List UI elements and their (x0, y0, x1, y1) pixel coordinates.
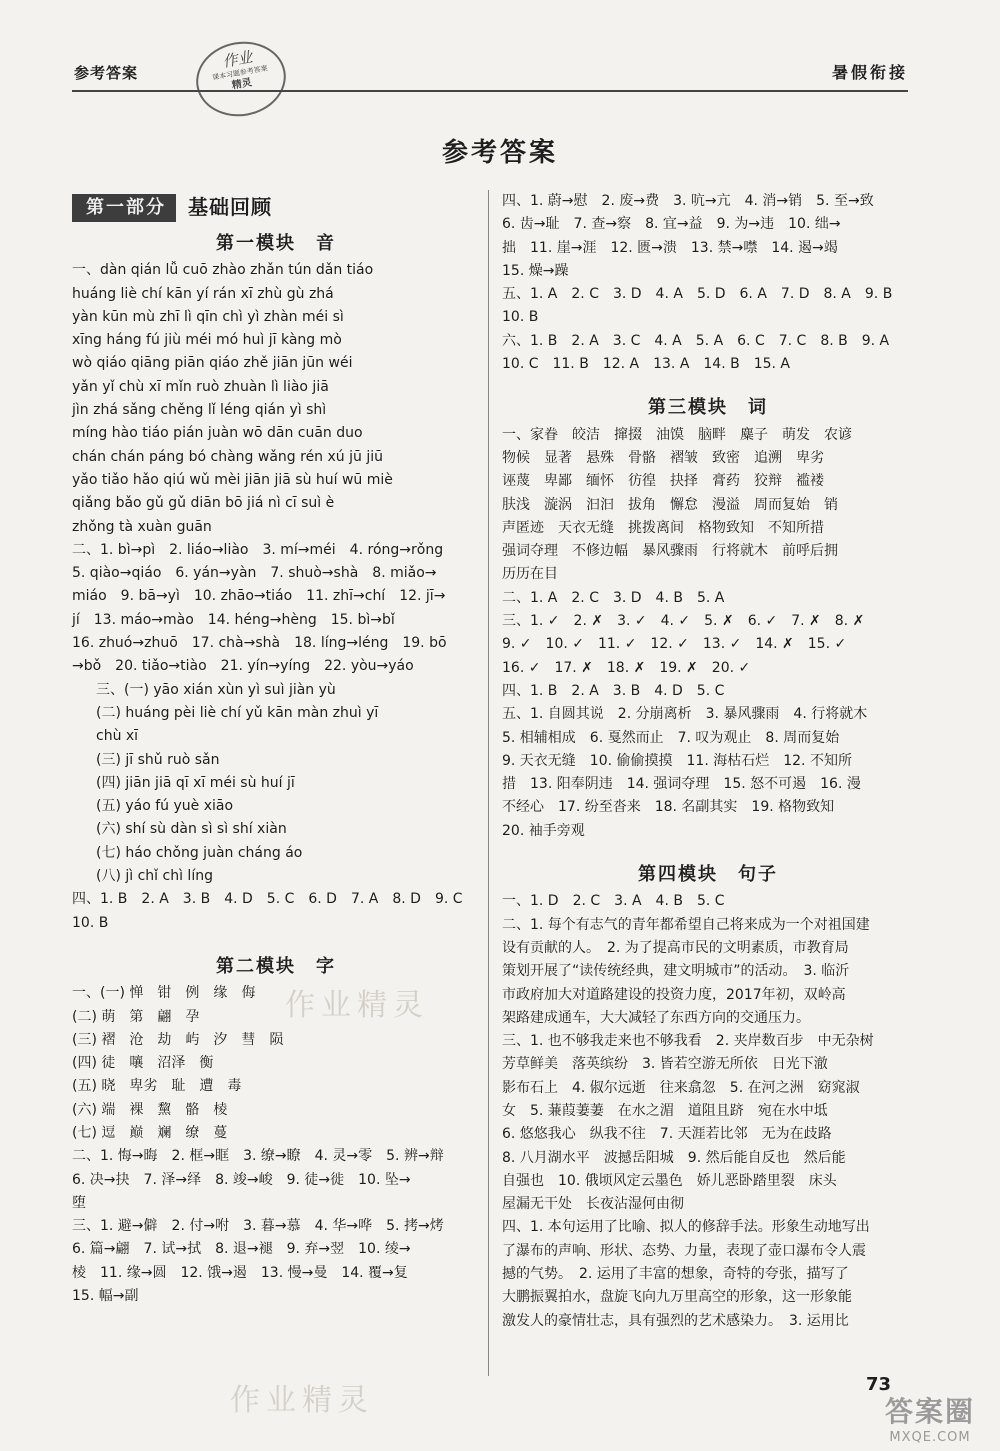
module-2-answers (72, 982, 480, 1308)
answer-line: 15. 幅→副 (72, 1288, 139, 1305)
answer-line: huáng liè chí kān yí rán xī zhù gù zhá (72, 285, 334, 302)
answer-line: 六、1. B 2. A 3. C 4. A 5. A 6. C 7. C 8. B 9. A (502, 332, 890, 349)
answer-line: miáo 9. bā→yì 10. zhāo→tiáo 11. zhī→chí 12. jī→ (72, 588, 446, 605)
part-tag: 第一部分 (72, 194, 176, 221)
answer-line: 了瀑布的声响、形状、态势、力量，表现了壶口瀑布令人震 (502, 1242, 866, 1259)
answer-line: (三) jī shǔ ruò sǎn (96, 751, 220, 768)
answer-line: 棱 11. 缘→圆 12. 饿→遏 13. 慢→曼 14. 覆→复 (72, 1264, 408, 1281)
answer-line: 拙 11. 崖→涯 12. 匮→溃 13. 禁→噤 14. 遏→竭 (502, 239, 838, 256)
module-3-answers (502, 424, 914, 843)
answer-line: 一、1. D 2. C 3. A 4. B 5. C (502, 893, 725, 910)
answer-line: 女 5. 蒹葭萋萋 在水之湄 道阻且跻 宛在水中坻 (502, 1102, 828, 1119)
answer-line: (八) jì chǐ chì líng (96, 868, 213, 885)
module-1-answers (72, 259, 480, 678)
right-column (502, 190, 914, 1333)
answer-line: 二、1. A 2. C 3. D 4. B 5. A (502, 589, 725, 606)
answer-line: jìn zhá sǎng chěng lǐ léng qián yì shì (72, 402, 327, 419)
answer-line: 大鹏振翼拍水，盘旋飞向九万里高空的形象，这一形象能 (502, 1289, 852, 1306)
answer-line: 屋漏无干处 长夜沾湿何由彻 (502, 1196, 684, 1213)
answer-line: (二) 萌 第 翩 孕 (72, 1008, 200, 1025)
answer-line: chù xī (96, 728, 139, 745)
watermark-text: 作业精灵 (285, 988, 429, 1023)
answer-line: 9. ✓ 10. ✓ 11. ✓ 12. ✓ 13. ✓ 14. ✗ 15. ✓ (502, 636, 847, 653)
answer-line: 声匿迹 天衣无缝 挑拨离间 格物致知 不知所措 (502, 519, 824, 536)
answer-line: 16. zhuó→zhuō 17. chà→shà 18. líng→léng 19. bō (72, 635, 447, 652)
answer-line: 四、1. B 2. A 3. B 4. D 5. C 6. D 7. A 8. D 9. C (72, 891, 463, 908)
answer-line: jí 13. máo→mào 14. héng→hèng 15. bì→bǐ (72, 611, 395, 628)
answer-line: míng hào tiáo pián juàn wō dān cuān duo (72, 425, 363, 442)
answer-line: yǎn yǐ chù xī mǐn ruò zhuàn lì liào jiā (72, 378, 329, 395)
answer-line: 一、家眷 皎洁 撺掇 油馍 脑畔 麋子 萌发 农谚 (502, 426, 852, 443)
answer-line: yǎo tiǎo hǎo qiú wǔ mèi jiān jiā sù huí wū miè (72, 471, 393, 488)
answer-line: (六) 端 裸 黧 骼 棱 (72, 1101, 228, 1118)
answer-line: 三、1. 也不够我走来也不够我看 2. 夹岸数百步 中无杂树 (502, 1033, 874, 1050)
answer-line: 堕 (72, 1194, 86, 1211)
answer-line: 肤浅 漩涡 汩汩 拔角 懈怠 漫溢 周而复始 销 (502, 496, 838, 513)
answer-line: 自强也 10. 俄顷风定云墨色 娇儿恶卧踏里裂 床头 (502, 1172, 837, 1189)
part-name: 基础回顾 (188, 195, 272, 220)
answer-line: 架路建成通车，大大减轻了东西方向的交通压力。 (502, 1009, 810, 1026)
stamp-logo (190, 35, 291, 124)
answer-line: chán chán páng bó chàng wǎng rén xú jū jiū (72, 448, 383, 465)
logo-sub-text: MXQE.COM (889, 1430, 971, 1445)
answer-line: yàn kūn mù zhī lì qīn chì yì zhàn méi sì (72, 308, 344, 325)
answer-line: (七) 逗 巅 斓 缭 蔓 (72, 1124, 228, 1141)
answer-line: 6. 悠悠我心 纵我不往 7. 天涯若比邻 无为在歧路 (502, 1126, 832, 1143)
answer-line: 影布石上 4. 俶尔远逝 往来翕忽 5. 在河之洲 窈窕淑 (502, 1079, 860, 1096)
watermark-text-bottom: 作业精灵 (230, 1383, 374, 1418)
left-column (72, 190, 480, 1308)
answer-line: 四、1. 本句运用了比喻、拟人的修辞手法。形象生动地写出 (502, 1219, 870, 1236)
module-4-heading: 第四模块 句子 (638, 864, 778, 886)
answer-line: (四) jiān jiā qī xī méi sù huí jī (96, 774, 295, 791)
module-1-heading: 第一模块 音 (216, 233, 336, 254)
answer-line: (五) 晓 卑劣 耻 遭 毒 (72, 1078, 242, 1095)
answer-line: (七) háo chǒng juàn cháng áo (96, 844, 303, 861)
stamp-mid-text: 课本习题参考答案 (211, 64, 269, 82)
answer-line: qiǎng bǎo gǔ gǔ diān bō jiá nì cī suì è (72, 495, 335, 512)
header-right-title: 暑假衔接 (831, 63, 908, 82)
answer-line: 撼的气势。 2. 运用了丰富的想象，奇特的夸张，描写了 (502, 1266, 849, 1283)
header-left-title: 参考答案 (74, 64, 139, 82)
stamp-bottom-text: 精灵 (231, 77, 253, 92)
answer-line: 五、1. A 2. C 3. D 4. A 5. D 6. A 7. D 8. A 9. B (502, 286, 893, 303)
answer-line: (二) huáng pèi liè chí yǔ kān màn zhuì yī (96, 704, 379, 721)
answer-line: 5. 相辅相成 6. 戛然而止 7. 叹为观止 8. 周而复始 (502, 729, 840, 746)
answer-line: 二、1. 每个有志气的青年都希望自己将来成为一个对祖国建 (502, 916, 870, 933)
answer-line: 强词夺理 不修边幅 暴风骤雨 行将就木 前呼后拥 (502, 543, 838, 560)
answer-line: 四、1. 蔚→慰 2. 废→费 3. 吭→亢 4. 消→销 5. 至→致 (502, 193, 874, 209)
site-logo (870, 1390, 990, 1445)
answer-line: 物候 显著 悬殊 骨骼 褶皱 致密 追溯 卑劣 (502, 449, 824, 466)
answer-line: (五) yáo fú yuè xiāo (96, 798, 234, 815)
answer-line: 10. B (72, 914, 109, 931)
module-1-tail (72, 888, 480, 935)
answer-line: 16. ✓ 17. ✗ 18. ✗ 19. ✗ 20. ✓ (502, 659, 751, 676)
answer-line: 一、(一) 惮 钳 例 缘 侮 (72, 985, 256, 1002)
answer-line: (六) shí sù dàn sì sì shí xiàn (96, 821, 287, 838)
page-number: 73 (866, 1374, 892, 1395)
answer-line: 15. 燥→躁 (502, 262, 569, 279)
answer-line: 9. 天衣无缝 10. 偷偷摸摸 11. 海枯石烂 12. 不知所 (502, 752, 852, 769)
answer-line: 激发人的豪情壮志，具有强烈的艺术感染力。 3. 运用比 (502, 1312, 849, 1329)
answer-line: 三、1. ✓ 2. ✗ 3. ✓ 4. ✓ 5. ✗ 6. ✓ 7. ✗ 8. ✗ (502, 613, 865, 630)
answer-line: 6. 篇→翩 7. 试→拭 8. 退→褪 9. 弃→翌 10. 绫→ (72, 1241, 411, 1258)
answer-line: wò qiáo qiāng piān qiáo zhě jiān jūn wéi (72, 355, 353, 372)
header-rule (72, 90, 908, 92)
answer-line: 一、dàn qián lǚ cuō zhào zhǎn tún dǎn tiáo (72, 262, 374, 279)
answer-line: 芳草鲜美 落英缤纷 3. 皆若空游无所依 日光下澈 (502, 1056, 828, 1073)
answer-line: (四) 徒 嚷 沼泽 衡 (72, 1055, 214, 1072)
answer-line: xīng háng fú jiù méi mó huì jī kàng mò (72, 332, 342, 349)
answer-line: (三) 褶 沧 劫 屿 汐 彗 陨 (72, 1031, 284, 1048)
answer-line: 20. 袖手旁观 (502, 822, 585, 839)
stamp-top-text: 作业 (221, 47, 254, 71)
answer-line: 策划开展了“读传统经典，建文明城市”的活动。 3. 临沂 (502, 963, 850, 980)
answer-line: →bǒ 20. tiǎo→tiào 21. yín→yíng 22. yòu→yáo (72, 658, 414, 675)
answer-line: 历历在目 (502, 566, 558, 583)
answer-line: 10. B (502, 309, 539, 326)
part-heading (72, 192, 480, 224)
answer-line: 6. 决→抉 7. 泽→绎 8. 竣→峻 9. 徒→徙 10. 坠→ (72, 1171, 411, 1188)
answer-line: 二、1. bì→pì 2. liáo→liào 3. mí→méi 4. róng→rǒng (72, 541, 444, 558)
answer-line: 5. qiào→qiáo 6. yán→yàn 7. shuò→shà 8. miǎo→ (72, 565, 437, 582)
answer-line: 二、1. 悔→晦 2. 框→眶 3. 缭→瞭 4. 灵→零 5. 辨→辩 (72, 1148, 444, 1165)
answer-line: 不经心 17. 纷至沓来 18. 名副其实 19. 格物致知 (502, 799, 835, 816)
module-4-answers (502, 890, 914, 1333)
answer-line: 三、(一) yāo xián xùn yì suì jiàn yù (96, 681, 336, 698)
module-3-heading: 第三模块 词 (648, 397, 768, 419)
answer-line: 五、1. 自圆其说 2. 分崩离析 3. 暴风骤雨 4. 行将就木 (502, 706, 868, 723)
module-2-continued (502, 190, 914, 376)
page-title: 参考答案 (441, 138, 558, 168)
column-divider (488, 190, 489, 1376)
answer-line: 10. C 11. B 12. A 13. A 14. B 15. A (502, 356, 791, 373)
answer-line: 市政府加大对道路建设的投资力度，2017年初，双岭高 (502, 986, 846, 1003)
answer-line: zhǒng tà xuàn guān (72, 518, 212, 535)
answer-line: 6. 齿→耻 7. 查→察 8. 宜→益 9. 为→违 10. 绌→ (502, 216, 841, 233)
answer-line: 四、1. B 2. A 3. B 4. D 5. C (502, 682, 725, 699)
answer-line: 8. 八月湖水平 波撼岳阳城 9. 然后能自反也 然后能 (502, 1149, 846, 1166)
answer-line: 三、1. 避→僻 2. 付→咐 3. 暮→慕 4. 华→哗 5. 拷→烤 (72, 1218, 444, 1235)
module-1-subanswers (72, 679, 480, 889)
answer-line: 诬蔑 卑鄙 缅怀 彷徨 抉择 膏药 狡辩 褴褛 (502, 473, 824, 490)
answer-line: 措 13. 阳奉阴违 14. 强词夺理 15. 怒不可遏 16. 漫 (502, 776, 861, 793)
logo-main-text: 答案圈 (884, 1395, 975, 1428)
module-2-heading: 第二模块 字 (216, 955, 336, 977)
answer-line: 设有贡献的人。 2. 为了提高市民的文明素质，市教育局 (502, 939, 849, 956)
